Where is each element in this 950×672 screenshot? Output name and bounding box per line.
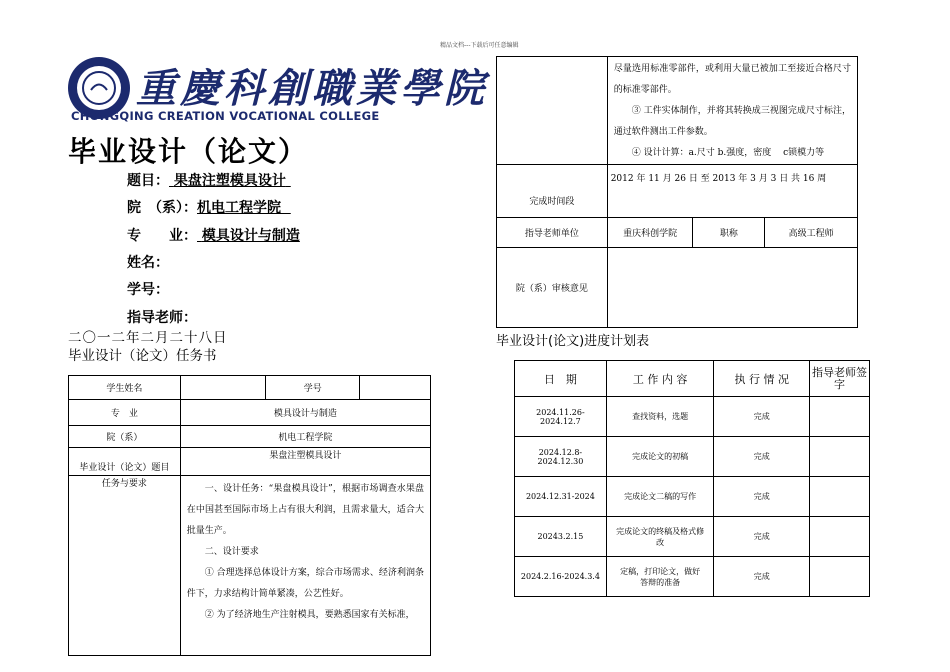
college-logo bbox=[68, 57, 488, 127]
dept-field bbox=[127, 197, 291, 217]
advisor-label: 指导老师： bbox=[127, 310, 197, 326]
topic-row-label: 毕业设计（论文）题目 bbox=[69, 448, 181, 476]
req-row-content bbox=[180, 476, 430, 656]
req-paragraph: ① 合理选择总体设计方案，综合市场需求、经济利润条件下，力求结构计简单紧凑，公艺性好。 bbox=[186, 568, 424, 599]
period-label: 完成时间段 bbox=[497, 165, 608, 218]
task-table bbox=[68, 375, 431, 656]
review-label: 院（系）审核意见 bbox=[497, 248, 608, 328]
req-paragraph: 二、设计要求 bbox=[204, 547, 259, 557]
topic-field bbox=[127, 170, 291, 190]
plan-header-status: 执 行 情 况 bbox=[714, 361, 810, 397]
cont-paragraph: ④ 设计计算：a.尺寸 b.强度，密度 c锁模力等 bbox=[631, 148, 825, 158]
plan-title: 毕业设计(论文)进度计划表 bbox=[496, 334, 650, 349]
continuation-table bbox=[496, 56, 858, 328]
dept-value: 机电工程学院 bbox=[197, 200, 281, 216]
rank-value: 高级工程师 bbox=[765, 218, 858, 248]
plan-table bbox=[514, 360, 890, 597]
table-row bbox=[515, 397, 870, 437]
plan-status: 完成 bbox=[714, 437, 810, 477]
plan-header-sign: 指导老师签 字 bbox=[810, 361, 870, 397]
major-value: 模具设计与制造 bbox=[201, 228, 300, 244]
plan-sign bbox=[810, 437, 870, 477]
plan-date: 2024.2.16-2024.3.4 bbox=[515, 557, 607, 597]
dept-row-value: 机电工程学院 bbox=[180, 426, 430, 448]
college-name-en: CHONGQING CREATION VOCATIONAL COLLEGE bbox=[71, 109, 380, 123]
major-field bbox=[127, 225, 300, 245]
major-row-value: 模具设计与制造 bbox=[180, 400, 430, 426]
plan-sign bbox=[810, 397, 870, 437]
watermark-text: 精品文档---下载后可任意编辑 bbox=[440, 42, 519, 49]
plan-sign bbox=[810, 517, 870, 557]
review-value bbox=[607, 248, 857, 328]
plan-work: 定稿，打印论文，做好答辩的准备 bbox=[606, 557, 714, 597]
plan-work: 完成论文的终稿及格式修改 bbox=[606, 517, 714, 557]
id-label: 学号： bbox=[127, 282, 169, 298]
topic-row-value: 果盘注塑模具设计 bbox=[180, 448, 430, 476]
plan-status: 完成 bbox=[714, 557, 810, 597]
dept-label: 院 （系）： bbox=[127, 200, 197, 216]
period-value: 2012 年 11 月 26 日 至 2013 年 3 月 3 日 共 16 周 bbox=[607, 165, 857, 218]
plan-header-work: 工 作 内 容 bbox=[606, 361, 714, 397]
rank-label: 职称 bbox=[693, 218, 765, 248]
req-paragraph: ② 为了经济地生产注射模具，要熟悉国家有关标准， bbox=[204, 610, 415, 620]
plan-sign bbox=[810, 557, 870, 597]
student-name-value bbox=[180, 376, 266, 400]
plan-date: 2024.12.8-2024.12.30 bbox=[515, 437, 607, 477]
req-paragraph: 一、设计任务：“果盘模具设计”，根据市场调查水果盘在中国甚至国际市场上占有很大利润，且需求量大，适合大批量生产。 bbox=[186, 484, 424, 536]
cont-content bbox=[607, 57, 857, 165]
student-id-value bbox=[360, 376, 431, 400]
name-label: 姓名： bbox=[127, 255, 169, 271]
plan-header-date: 日 期 bbox=[515, 361, 607, 397]
plan-date: 2024.12.31-2024 bbox=[515, 477, 607, 517]
college-name-cn: 重慶科創職業學院 bbox=[136, 65, 488, 112]
advisor-unit-label: 指导老师单位 bbox=[497, 218, 608, 248]
task-book-title: 毕业设计（论文）任务书 bbox=[68, 348, 217, 364]
plan-status: 完成 bbox=[714, 397, 810, 437]
plan-date: 20243.2.15 bbox=[515, 517, 607, 557]
major-label: 专 业： bbox=[127, 228, 197, 244]
advisor-unit-value: 重庆科创学院 bbox=[607, 218, 693, 248]
table-row bbox=[515, 437, 870, 477]
table-row bbox=[515, 477, 870, 517]
plan-work: 完成论文二稿的写作 bbox=[606, 477, 714, 517]
plan-date: 2024.11.26-2024.12.7 bbox=[515, 397, 607, 437]
table-row bbox=[515, 517, 870, 557]
student-id-label: 学号 bbox=[266, 376, 360, 400]
topic-label: 题目： bbox=[127, 173, 169, 189]
major-row-label: 专 业 bbox=[69, 400, 181, 426]
cont-paragraph: ③ 工件实体制作，并将其转换成三视图完成尺寸标注，通过软件测出工件参数。 bbox=[613, 106, 851, 137]
plan-status: 完成 bbox=[714, 477, 810, 517]
cont-left-cell bbox=[497, 57, 608, 165]
dept-row-label: 院（系） bbox=[69, 426, 181, 448]
plan-status: 完成 bbox=[714, 517, 810, 557]
table-row bbox=[515, 557, 870, 597]
req-row-label: 任务与要求 bbox=[69, 476, 181, 656]
topic-value: 果盘注塑模具设计 bbox=[173, 173, 286, 189]
plan-work: 查找资料，选题 bbox=[606, 397, 714, 437]
cover-date: 二〇一二年二月二十八日 bbox=[68, 330, 228, 346]
cover-title: 毕业设计（论文） bbox=[68, 135, 309, 168]
plan-work: 完成论文的初稿 bbox=[606, 437, 714, 477]
plan-sign bbox=[810, 477, 870, 517]
student-name-label: 学生姓名 bbox=[69, 376, 181, 400]
cont-paragraph: 尽量选用标准零部件，或利用大量已被加工至接近合格尺寸的标准零部件。 bbox=[613, 64, 851, 95]
